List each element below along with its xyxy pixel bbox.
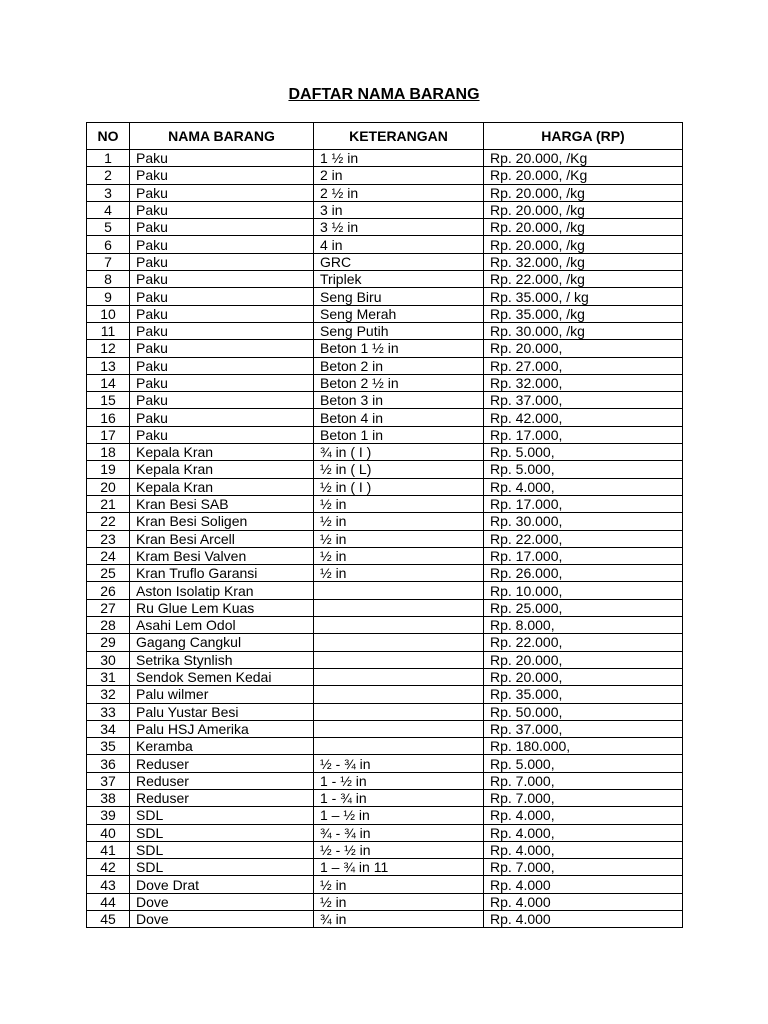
table-row xyxy=(87,582,683,599)
cell-keterangan: ½ - ¾ in xyxy=(314,755,484,772)
table-row xyxy=(87,651,683,668)
cell-keterangan: ½ in ( I ) xyxy=(314,478,484,495)
cell-keterangan: ½ in xyxy=(314,495,484,512)
cell-harga: Rp. 22.000, xyxy=(484,530,683,547)
cell-nama-barang: Paku xyxy=(130,409,314,426)
table-row xyxy=(87,288,683,305)
table-row xyxy=(87,617,683,634)
cell-keterangan xyxy=(314,720,484,737)
page-title xyxy=(0,86,768,104)
cell-harga: Rp. 7.000, xyxy=(484,772,683,789)
table-row xyxy=(87,530,683,547)
cell-harga: Rp. 4.000, xyxy=(484,824,683,841)
cell-no: 16 xyxy=(87,409,130,426)
cell-keterangan: ½ in xyxy=(314,893,484,910)
cell-no: 26 xyxy=(87,582,130,599)
table-row xyxy=(87,789,683,806)
cell-nama-barang: Paku xyxy=(130,426,314,443)
cell-nama-barang: Asahi Lem Odol xyxy=(130,617,314,634)
table-row xyxy=(87,253,683,270)
cell-nama-barang: Dove xyxy=(130,911,314,928)
table-row xyxy=(87,859,683,876)
cell-keterangan xyxy=(314,686,484,703)
cell-harga: Rp. 20.000, /Kg xyxy=(484,150,683,167)
cell-harga: Rp. 25.000, xyxy=(484,599,683,616)
header-nama-barang: NAMA BARANG xyxy=(130,123,314,150)
cell-harga: Rp. 7.000, xyxy=(484,859,683,876)
cell-harga: Rp. 35.000, / kg xyxy=(484,288,683,305)
cell-no: 13 xyxy=(87,357,130,374)
cell-keterangan: 1 - ½ in xyxy=(314,772,484,789)
cell-harga: Rp. 20.000, xyxy=(484,668,683,685)
table-row xyxy=(87,668,683,685)
cell-nama-barang: Keramba xyxy=(130,738,314,755)
table-row xyxy=(87,271,683,288)
cell-harga: Rp. 27.000, xyxy=(484,357,683,374)
table-row xyxy=(87,513,683,530)
cell-harga: Rp. 30.000, /kg xyxy=(484,322,683,339)
table-row xyxy=(87,893,683,910)
table-row xyxy=(87,634,683,651)
cell-harga: Rp. 42.000, xyxy=(484,409,683,426)
cell-harga: Rp. 35.000, /kg xyxy=(484,305,683,322)
cell-keterangan: Triplek xyxy=(314,271,484,288)
cell-nama-barang: Kran Truflo Garansi xyxy=(130,565,314,582)
table-row xyxy=(87,686,683,703)
cell-keterangan: 2 ½ in xyxy=(314,184,484,201)
cell-harga: Rp. 20.000, xyxy=(484,651,683,668)
table-row xyxy=(87,911,683,928)
cell-keterangan: Beton 2 in xyxy=(314,357,484,374)
cell-nama-barang: Paku xyxy=(130,271,314,288)
cell-keterangan: 3 in xyxy=(314,201,484,218)
cell-nama-barang: Paku xyxy=(130,374,314,391)
cell-nama-barang: Reduser xyxy=(130,755,314,772)
cell-no: 35 xyxy=(87,738,130,755)
cell-nama-barang: Gagang Cangkul xyxy=(130,634,314,651)
cell-harga: Rp. 20.000, /Kg xyxy=(484,167,683,184)
cell-no: 45 xyxy=(87,911,130,928)
cell-nama-barang: Ru Glue Lem Kuas xyxy=(130,599,314,616)
cell-harga: Rp. 35.000, xyxy=(484,686,683,703)
cell-keterangan: Beton 2 ½ in xyxy=(314,374,484,391)
cell-nama-barang: Palu wilmer xyxy=(130,686,314,703)
cell-harga: Rp. 5.000, xyxy=(484,755,683,772)
cell-keterangan xyxy=(314,634,484,651)
cell-keterangan: ½ - ½ in xyxy=(314,841,484,858)
cell-no: 21 xyxy=(87,495,130,512)
table-row xyxy=(87,565,683,582)
table-row xyxy=(87,478,683,495)
cell-no: 44 xyxy=(87,893,130,910)
cell-no: 27 xyxy=(87,599,130,616)
cell-no: 39 xyxy=(87,807,130,824)
cell-harga: Rp. 4.000, xyxy=(484,807,683,824)
table-row xyxy=(87,444,683,461)
cell-keterangan: Beton 3 in xyxy=(314,392,484,409)
cell-keterangan: 4 in xyxy=(314,236,484,253)
cell-harga: Rp. 22.000, /kg xyxy=(484,271,683,288)
cell-keterangan: Beton 1 ½ in xyxy=(314,340,484,357)
cell-no: 3 xyxy=(87,184,130,201)
table-row xyxy=(87,599,683,616)
cell-no: 15 xyxy=(87,392,130,409)
cell-harga: Rp. 5.000, xyxy=(484,444,683,461)
table-row xyxy=(87,392,683,409)
cell-keterangan: Seng Putih xyxy=(314,322,484,339)
cell-no: 8 xyxy=(87,271,130,288)
cell-nama-barang: Paku xyxy=(130,219,314,236)
table-body xyxy=(87,150,683,928)
cell-harga: Rp. 4.000 xyxy=(484,893,683,910)
cell-nama-barang: Setrika Stynlish xyxy=(130,651,314,668)
cell-harga: Rp. 4.000, xyxy=(484,841,683,858)
cell-no: 29 xyxy=(87,634,130,651)
cell-harga: Rp. 26.000, xyxy=(484,565,683,582)
cell-keterangan: GRC xyxy=(314,253,484,270)
cell-harga: Rp. 17.000, xyxy=(484,426,683,443)
cell-nama-barang: SDL xyxy=(130,841,314,858)
cell-harga: Rp. 17.000, xyxy=(484,495,683,512)
cell-no: 42 xyxy=(87,859,130,876)
cell-nama-barang: Paku xyxy=(130,236,314,253)
cell-keterangan xyxy=(314,582,484,599)
cell-keterangan: Seng Merah xyxy=(314,305,484,322)
cell-no: 14 xyxy=(87,374,130,391)
cell-harga: Rp. 30.000, xyxy=(484,513,683,530)
cell-harga: Rp. 17.000, xyxy=(484,547,683,564)
cell-keterangan: ½ in ( L) xyxy=(314,461,484,478)
cell-no: 2 xyxy=(87,167,130,184)
cell-nama-barang: Dove Drat xyxy=(130,876,314,893)
cell-harga: Rp. 4.000 xyxy=(484,911,683,928)
cell-keterangan: ½ in xyxy=(314,876,484,893)
table-row xyxy=(87,772,683,789)
cell-nama-barang: Paku xyxy=(130,184,314,201)
cell-keterangan: ¾ in xyxy=(314,911,484,928)
table-row xyxy=(87,409,683,426)
cell-nama-barang: SDL xyxy=(130,859,314,876)
cell-harga: Rp. 32.000, xyxy=(484,374,683,391)
cell-no: 38 xyxy=(87,789,130,806)
cell-no: 31 xyxy=(87,668,130,685)
cell-no: 37 xyxy=(87,772,130,789)
cell-no: 30 xyxy=(87,651,130,668)
cell-nama-barang: Sendok Semen Kedai xyxy=(130,668,314,685)
header-harga: HARGA (RP) xyxy=(484,123,683,150)
cell-no: 32 xyxy=(87,686,130,703)
cell-nama-barang: Palu Yustar Besi xyxy=(130,703,314,720)
table-row xyxy=(87,184,683,201)
table-row xyxy=(87,340,683,357)
table-row xyxy=(87,150,683,167)
cell-harga: Rp. 180.000, xyxy=(484,738,683,755)
cell-nama-barang: Kepala Kran xyxy=(130,444,314,461)
cell-keterangan xyxy=(314,599,484,616)
cell-no: 25 xyxy=(87,565,130,582)
cell-no: 6 xyxy=(87,236,130,253)
cell-no: 22 xyxy=(87,513,130,530)
header-no: NO xyxy=(87,123,130,150)
cell-keterangan: ¾ in ( I ) xyxy=(314,444,484,461)
cell-keterangan: 1 - ¾ in xyxy=(314,789,484,806)
cell-nama-barang: Paku xyxy=(130,322,314,339)
cell-nama-barang: Kran Besi Arcell xyxy=(130,530,314,547)
table-row xyxy=(87,305,683,322)
cell-harga: Rp. 10.000, xyxy=(484,582,683,599)
table-header-row xyxy=(87,123,683,150)
table-row xyxy=(87,547,683,564)
cell-no: 5 xyxy=(87,219,130,236)
cell-no: 7 xyxy=(87,253,130,270)
cell-nama-barang: Kran Besi Soligen xyxy=(130,513,314,530)
cell-keterangan: ½ in xyxy=(314,513,484,530)
cell-nama-barang: Palu HSJ Amerika xyxy=(130,720,314,737)
cell-harga: Rp. 20.000, /kg xyxy=(484,201,683,218)
cell-nama-barang: Reduser xyxy=(130,772,314,789)
cell-keterangan xyxy=(314,617,484,634)
cell-no: 36 xyxy=(87,755,130,772)
table-row xyxy=(87,738,683,755)
cell-no: 19 xyxy=(87,461,130,478)
cell-keterangan: ½ in xyxy=(314,530,484,547)
cell-harga: Rp. 20.000, /kg xyxy=(484,236,683,253)
cell-nama-barang: Paku xyxy=(130,150,314,167)
table-row xyxy=(87,703,683,720)
cell-keterangan: 1 – ½ in xyxy=(314,807,484,824)
cell-nama-barang: Paku xyxy=(130,340,314,357)
table-row xyxy=(87,720,683,737)
cell-no: 10 xyxy=(87,305,130,322)
cell-keterangan: 1 – ¾ in 11 xyxy=(314,859,484,876)
table-row xyxy=(87,841,683,858)
cell-nama-barang: Paku xyxy=(130,201,314,218)
cell-harga: Rp. 37.000, xyxy=(484,720,683,737)
cell-nama-barang: Paku xyxy=(130,253,314,270)
table-row xyxy=(87,219,683,236)
cell-no: 28 xyxy=(87,617,130,634)
items-table xyxy=(86,122,683,928)
cell-nama-barang: Paku xyxy=(130,357,314,374)
cell-harga: Rp. 20.000, /kg xyxy=(484,184,683,201)
cell-nama-barang: Reduser xyxy=(130,789,314,806)
cell-no: 18 xyxy=(87,444,130,461)
cell-harga: Rp. 50.000, xyxy=(484,703,683,720)
cell-keterangan xyxy=(314,651,484,668)
cell-no: 43 xyxy=(87,876,130,893)
cell-no: 1 xyxy=(87,150,130,167)
cell-nama-barang: Kram Besi Valven xyxy=(130,547,314,564)
cell-keterangan: ½ in xyxy=(314,565,484,582)
cell-harga: Rp. 32.000, /kg xyxy=(484,253,683,270)
table-row xyxy=(87,357,683,374)
page-title-text: DAFTAR NAMA BARANG xyxy=(288,86,480,103)
cell-keterangan: Seng Biru xyxy=(314,288,484,305)
cell-no: 9 xyxy=(87,288,130,305)
table-row xyxy=(87,201,683,218)
cell-nama-barang: Paku xyxy=(130,288,314,305)
cell-harga: Rp. 5.000, xyxy=(484,461,683,478)
cell-keterangan: 2 in xyxy=(314,167,484,184)
table-row xyxy=(87,374,683,391)
cell-nama-barang: Paku xyxy=(130,167,314,184)
cell-harga: Rp. 7.000, xyxy=(484,789,683,806)
cell-keterangan xyxy=(314,668,484,685)
cell-no: 41 xyxy=(87,841,130,858)
cell-keterangan xyxy=(314,738,484,755)
cell-nama-barang: Paku xyxy=(130,392,314,409)
cell-no: 11 xyxy=(87,322,130,339)
cell-harga: Rp. 20.000, xyxy=(484,340,683,357)
cell-harga: Rp. 22.000, xyxy=(484,634,683,651)
cell-no: 24 xyxy=(87,547,130,564)
cell-nama-barang: Paku xyxy=(130,305,314,322)
cell-harga: Rp. 20.000, /kg xyxy=(484,219,683,236)
cell-no: 23 xyxy=(87,530,130,547)
cell-nama-barang: SDL xyxy=(130,807,314,824)
cell-no: 20 xyxy=(87,478,130,495)
cell-harga: Rp. 8.000, xyxy=(484,617,683,634)
cell-nama-barang: Kepala Kran xyxy=(130,461,314,478)
cell-no: 33 xyxy=(87,703,130,720)
cell-nama-barang: SDL xyxy=(130,824,314,841)
header-keterangan: KETERANGAN xyxy=(314,123,484,150)
cell-keterangan: Beton 4 in xyxy=(314,409,484,426)
cell-keterangan: ½ in xyxy=(314,547,484,564)
cell-keterangan: 1 ½ in xyxy=(314,150,484,167)
cell-nama-barang: Aston Isolatip Kran xyxy=(130,582,314,599)
cell-nama-barang: Kepala Kran xyxy=(130,478,314,495)
cell-nama-barang: Dove xyxy=(130,893,314,910)
table-row xyxy=(87,426,683,443)
table-row xyxy=(87,824,683,841)
cell-keterangan: 3 ½ in xyxy=(314,219,484,236)
cell-nama-barang: Kran Besi SAB xyxy=(130,495,314,512)
table-row xyxy=(87,495,683,512)
cell-no: 4 xyxy=(87,201,130,218)
cell-no: 34 xyxy=(87,720,130,737)
table-row xyxy=(87,807,683,824)
cell-keterangan: ¾ - ¾ in xyxy=(314,824,484,841)
table-row xyxy=(87,167,683,184)
cell-keterangan xyxy=(314,703,484,720)
cell-harga: Rp. 4.000 xyxy=(484,876,683,893)
cell-no: 40 xyxy=(87,824,130,841)
table-row xyxy=(87,755,683,772)
cell-no: 17 xyxy=(87,426,130,443)
table-row xyxy=(87,461,683,478)
table-row xyxy=(87,236,683,253)
cell-harga: Rp. 37.000, xyxy=(484,392,683,409)
cell-harga: Rp. 4.000, xyxy=(484,478,683,495)
cell-keterangan: Beton 1 in xyxy=(314,426,484,443)
table-row xyxy=(87,876,683,893)
table-row xyxy=(87,322,683,339)
cell-no: 12 xyxy=(87,340,130,357)
